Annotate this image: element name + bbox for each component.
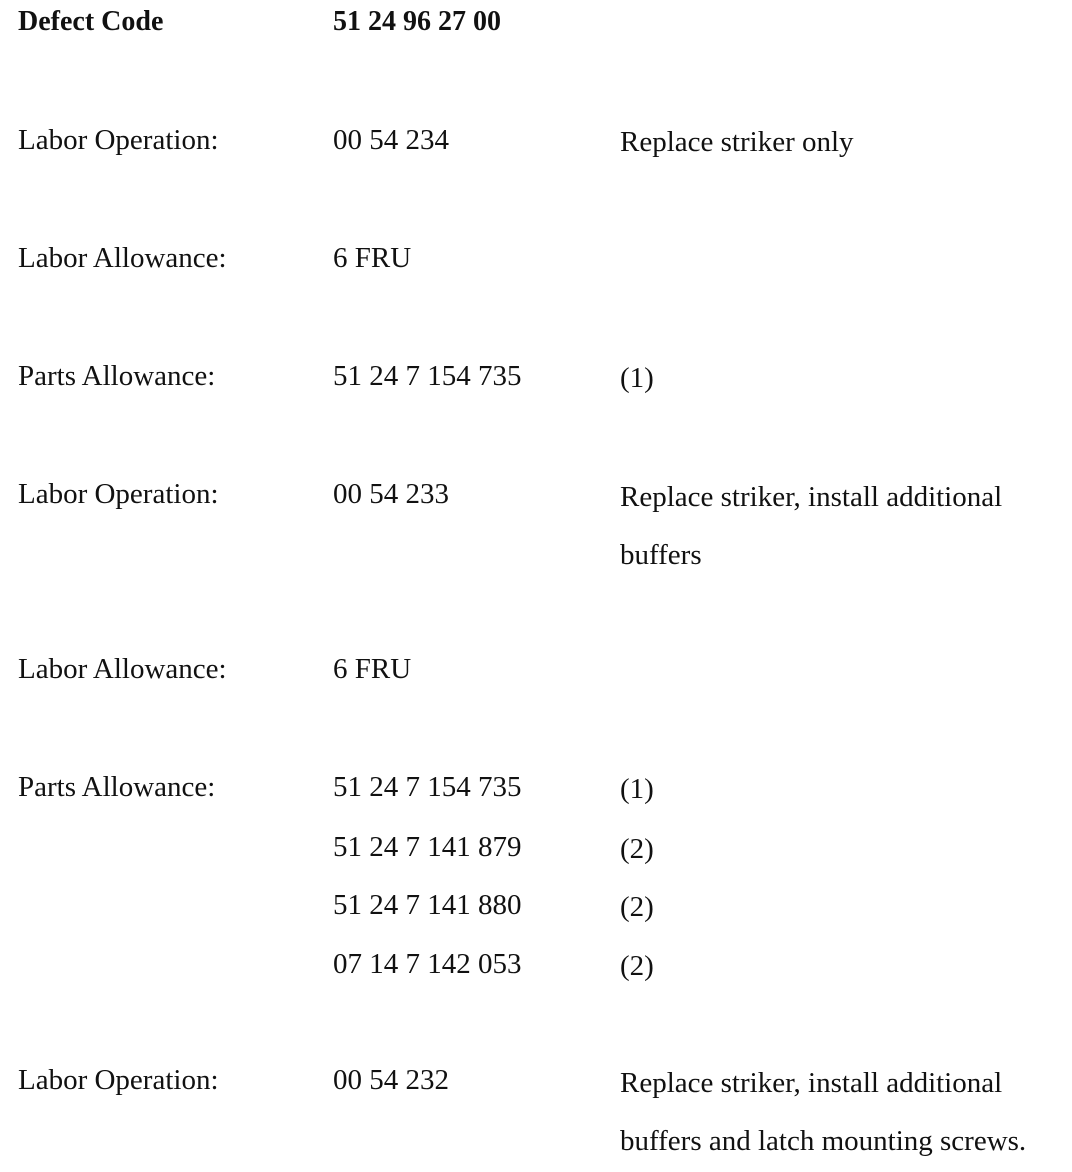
part-number: 51 24 7 141 880 xyxy=(333,889,522,921)
labor-operation-description: Replace striker, install additional xyxy=(620,1067,1003,1099)
parts-allowance-label: Parts Allowance: xyxy=(18,771,216,803)
labor-operation-description: Replace striker, install additional xyxy=(620,481,1003,513)
labor-operation-code: 00 54 233 xyxy=(333,478,449,510)
labor-operation-label: Labor Operation: xyxy=(18,1064,219,1096)
labor-operation-code: 00 54 232 xyxy=(333,1064,449,1096)
labor-allowance-value: 6 FRU xyxy=(333,653,412,685)
labor-allowance-label: Labor Allowance: xyxy=(18,653,227,685)
labor-operation-label: Labor Operation: xyxy=(18,478,219,510)
defect-code-label: Defect Code xyxy=(18,6,164,37)
labor-allowance-label: Labor Allowance: xyxy=(18,242,227,274)
part-quantity: (2) xyxy=(620,833,654,865)
part-quantity: (2) xyxy=(620,891,654,923)
part-number: 51 24 7 141 879 xyxy=(333,831,522,863)
labor-allowance-value: 6 FRU xyxy=(333,242,412,274)
part-number: 07 14 7 142 053 xyxy=(333,948,522,980)
labor-operation-description: buffers xyxy=(620,539,702,571)
part-quantity: (1) xyxy=(620,362,654,394)
part-number: 51 24 7 154 735 xyxy=(333,771,522,803)
labor-operation-label: Labor Operation: xyxy=(18,124,219,156)
part-quantity: (2) xyxy=(620,950,654,982)
labor-operation-description: buffers and latch mounting screws. xyxy=(620,1125,1027,1157)
part-quantity: (1) xyxy=(620,773,654,805)
part-number: 51 24 7 154 735 xyxy=(333,360,522,392)
parts-allowance-label: Parts Allowance: xyxy=(18,360,216,392)
labor-operation-description: Replace striker only xyxy=(620,126,854,158)
labor-operation-code: 00 54 234 xyxy=(333,124,449,156)
defect-code-value: 51 24 96 27 00 xyxy=(333,6,501,37)
